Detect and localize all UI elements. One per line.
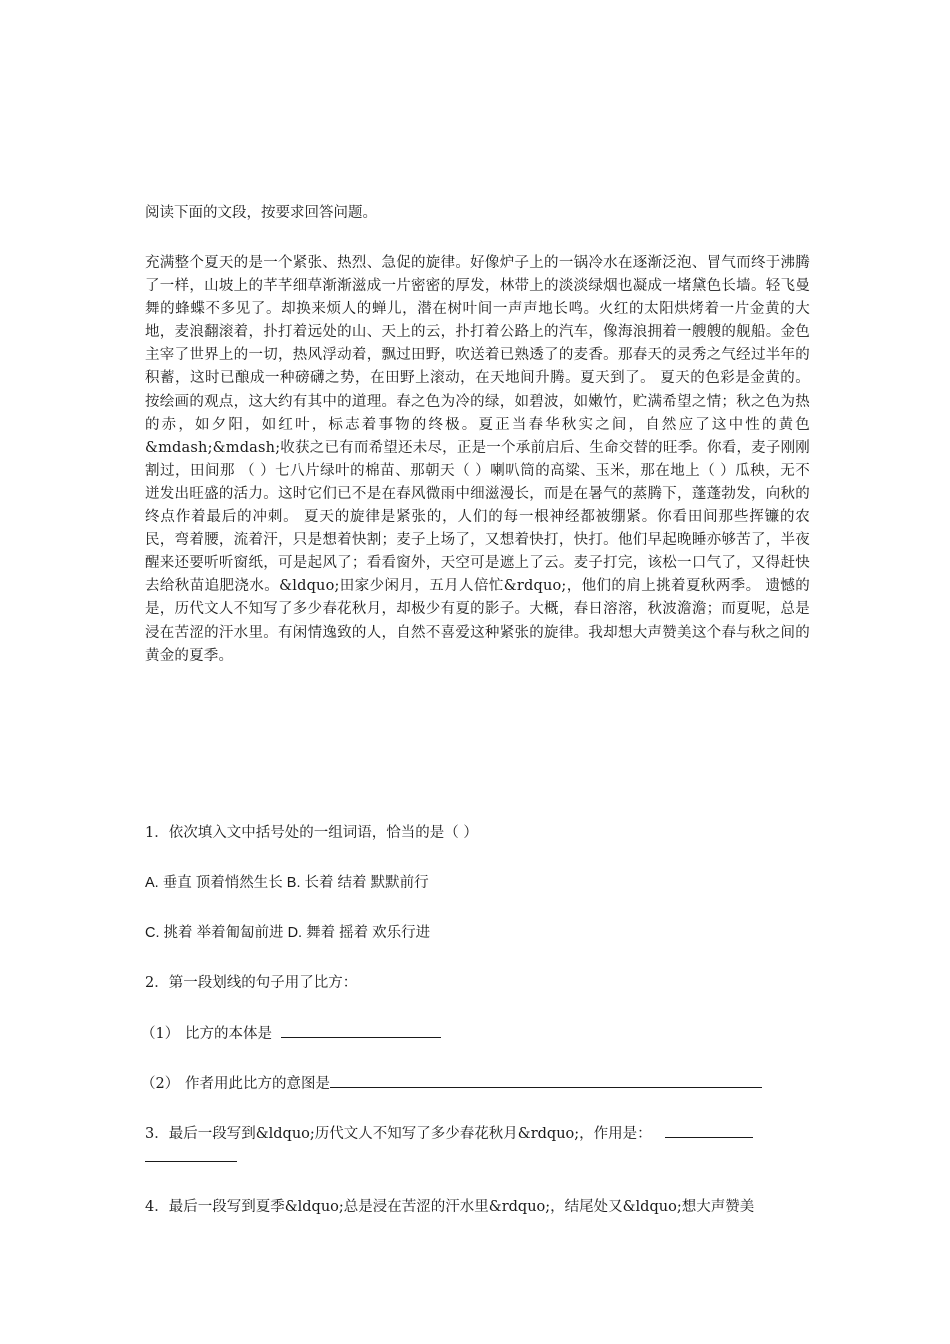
question-2: 2．第一段划线的句子用了比方： (145, 975, 358, 991)
answer-blank[interactable] (665, 1122, 753, 1138)
question-1-options-cd (145, 922, 810, 944)
answer-blank[interactable] (145, 1146, 237, 1162)
question-2-sub-1 (141, 1022, 810, 1045)
sub-number: （1） (141, 1026, 180, 1042)
question-4: 4．最后一段写到夏季&ldquo;总是浸在苦涩的汗水里&rdquo;，结尾处又&ldquo;想大声赞美 (145, 1199, 755, 1215)
question-3 (145, 1122, 810, 1145)
options-cd-text: C. 挑着 举着匍匐前进 D. 舞着 摇着 欢乐行进 (145, 925, 431, 941)
question-1: 1．依次填入文中括号处的一组词语，恰当的是（ ） (145, 825, 478, 841)
sub-text: 作者用此比方的意图是 (185, 1076, 330, 1092)
options-ab-text: A. 垂直 顶着悄然生长 B. 长着 结着 默默前行 (145, 875, 429, 891)
sub-number: （2） (141, 1076, 180, 1092)
question-1-options-ab (145, 872, 810, 894)
question-3-continued (145, 1146, 810, 1169)
reading-passage: 充满整个夏天的是一个紧张、热烈、急促的旋律。好像炉子上的一锅冷水在逐渐泛泡、冒气而终于沸腾了一样，山坡上的芊芊细草渐渐滋成一片密密的厚发，林带上的淡淡绿烟也凝成一堵黛色长墙。轻飞曼舞的蜂蝶不多见了。却换来烦人的蝉儿，潜在树叶间一声声地长鸣。火红的太阳烘烤着一片金黄的大地，麦浪翻滚着，扑打着远处的山、天上的云，扑打着公路上的汽车，像海浪拥着一艘艘的舰船。金色主宰了世界上的一切，热风浮动着，飘过田野，吹送着已熟透了的麦香。那春天的灵秀之气经过半年的积蓄，这时已酿成一种磅礴之势，在田野上滚动，在天地间升腾。夏天到了。 夏天的色彩是金黄的。按绘画的观点，这大约有其中的道理。春之色为冷的绿，如碧波，如嫩竹，贮满希望之情；秋之色为热的赤，如夕阳，如红叶，标志着事物的终极。夏正当春华秋实之间，自然应了这中性的黄色&mdash;&mdash;收获之已有而希望还未尽，正是一个承前启后、生命交替的旺季。你看，麦子刚刚割过，田间那 （ ）七八片绿叶的棉苗、那朝天（ ）喇叭筒的高粱、玉米，那在地上（ ）瓜秧，无不迸发出旺盛的活力。这时它们已不是在春风微雨中细滋漫长，而是在暑气的蒸腾下，蓬蓬勃发，向秋的终点作着最后的冲刺。 夏天的旋律是紧张的，人们的每一根神经都被绷紧。你看田间那些挥镰的农民，弯着腰，流着汗，只是想着快割；麦子上场了，又想着快打，快打。他们早起晚睡亦够苦了，半夜醒来还要听听窗纸，可是起风了；看看窗外，天空可是遮上了云。麦子打完，该松一口气了，又得赶快去给秋苗追肥浇水。&ldquo;田家少闲月，五月人倍忙&rdquo;，他们的肩上挑着夏秋两季。 遗憾的是，历代文人不知写了多少春花秋月，却极少有夏的影子。大概，春日溶溶，秋波澹澹；而夏呢，总是浸在苦涩的汗水里。有闲情逸致的人，自然不喜爱这种紧张的旋律。我却想大声赞美这个春与秋之间的黄金的夏季。 (145, 255, 810, 664)
answer-blank[interactable] (281, 1022, 441, 1038)
question-2-sub-2 (141, 1072, 810, 1095)
question-3-text: 3．最后一段写到&ldquo;历代文人不知写了多少春花秋月&rdquo;，作用是： (145, 1126, 652, 1142)
answer-blank[interactable] (330, 1072, 762, 1088)
sub-text: 比方的本体是 (185, 1026, 272, 1042)
reading-instruction: 阅读下面的文段，按要求回答问题。 (145, 205, 377, 221)
